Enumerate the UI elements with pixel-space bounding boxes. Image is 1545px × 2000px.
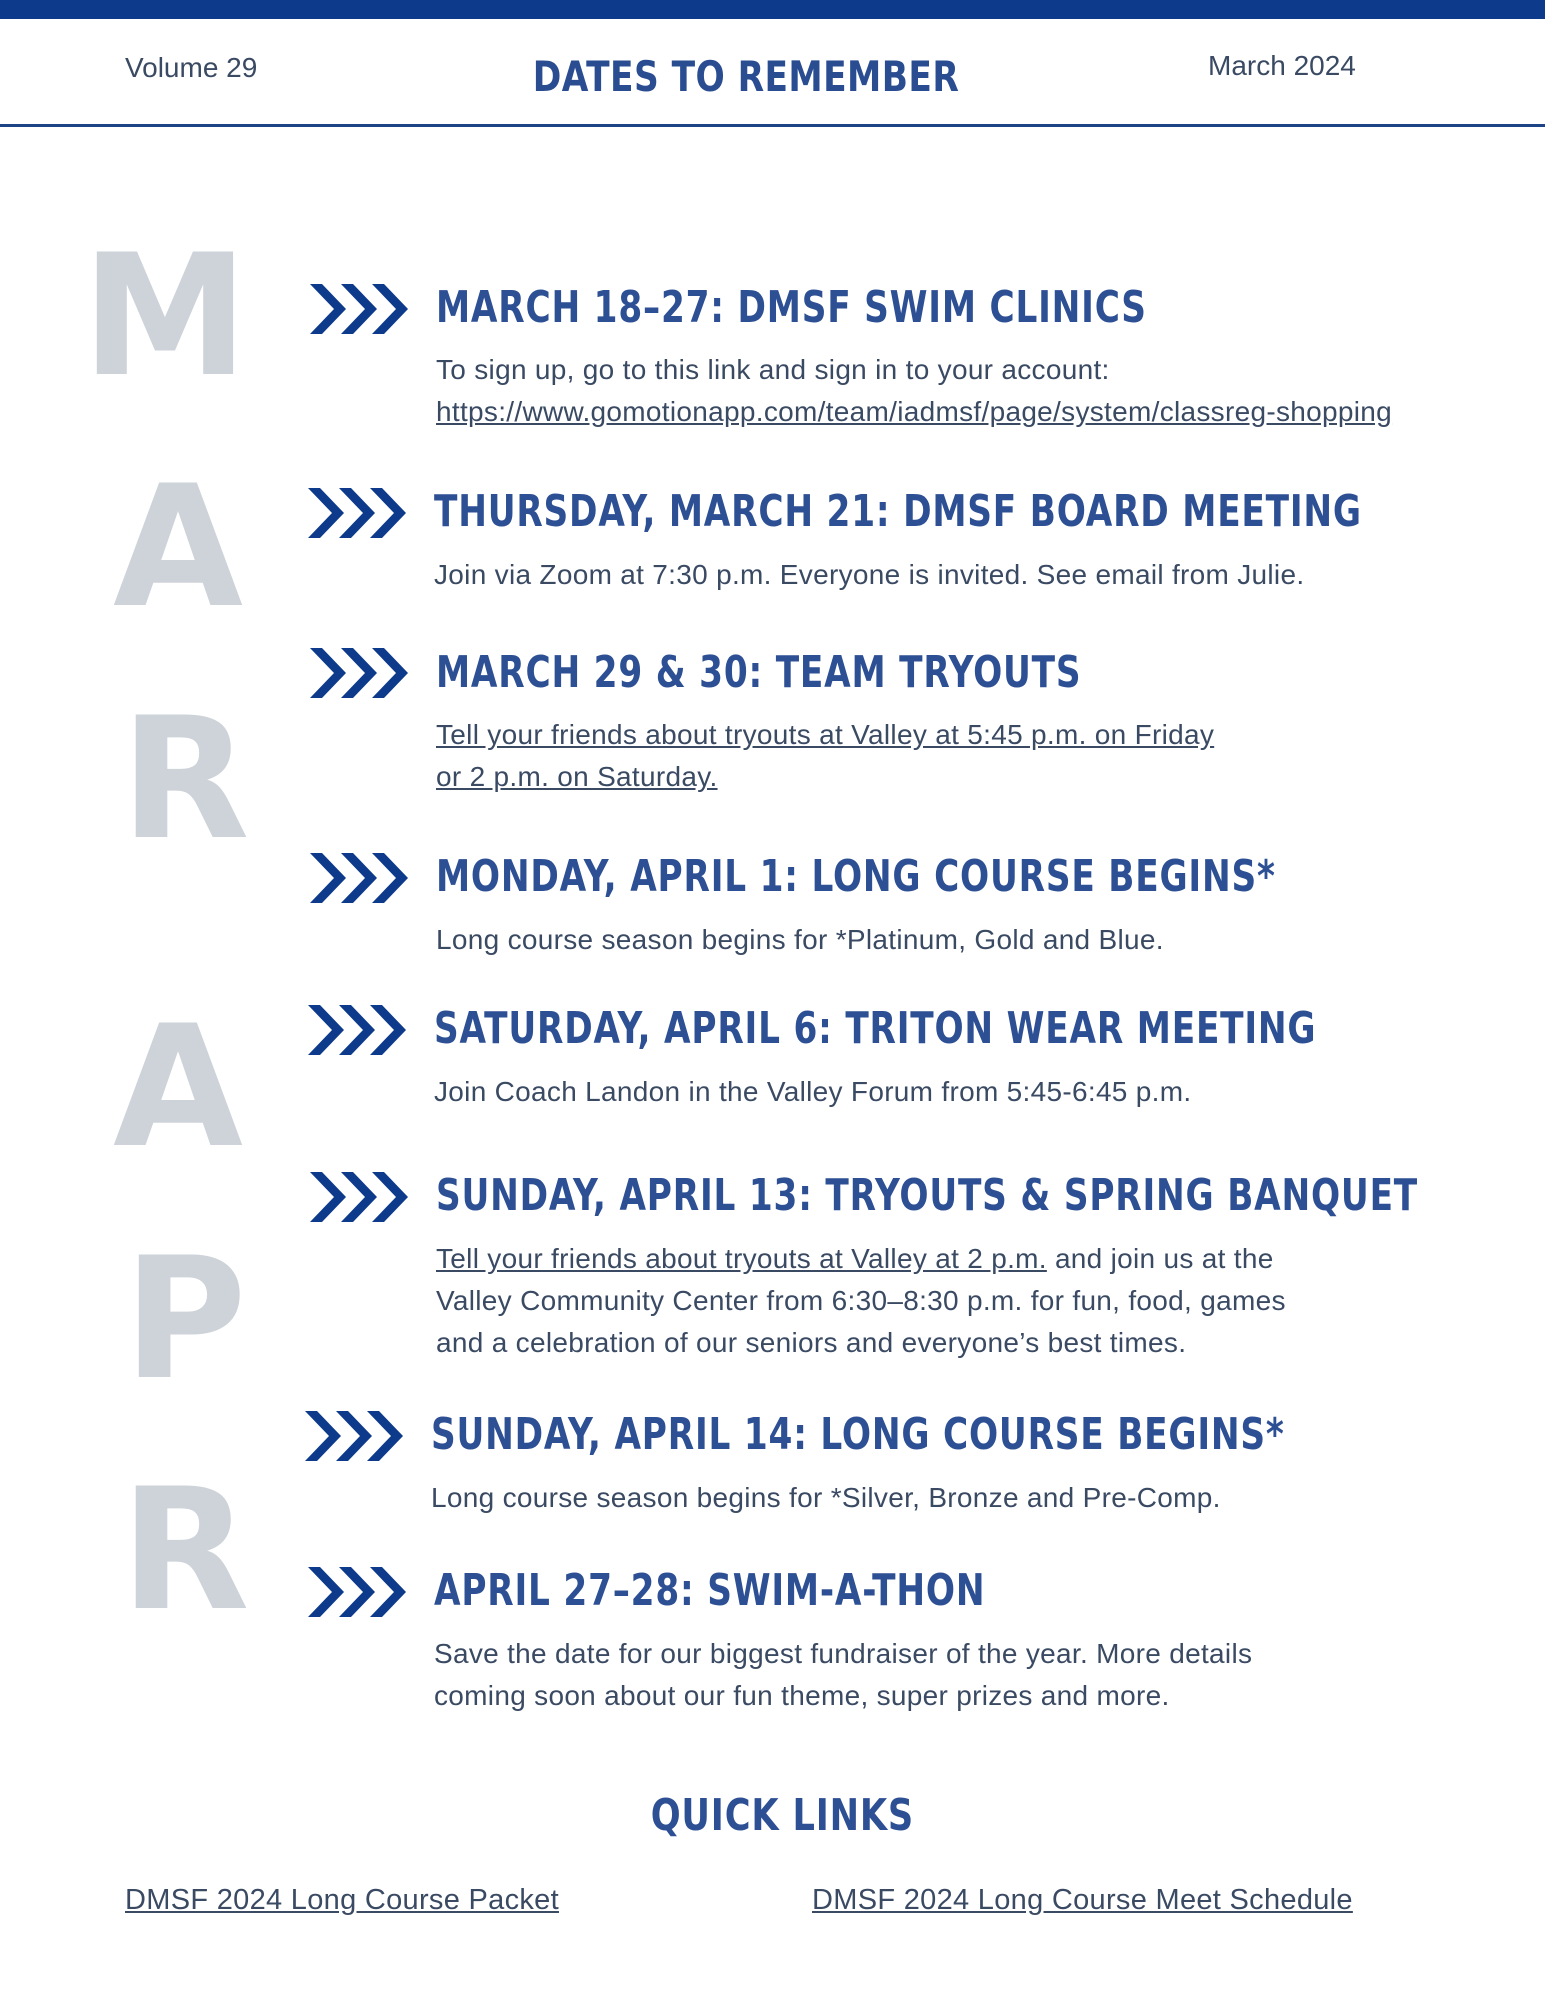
event-description: Long course season begins for *Platinum, Gold and Blue.: [436, 924, 1164, 955]
triple-chevron-icon: [308, 1005, 406, 1055]
side-letter-a-2: A: [112, 989, 244, 1185]
event-title: MARCH 18–27: DMSF SWIM CLINICS: [436, 282, 1147, 333]
event-title: MARCH 29 & 30: TEAM TRYOUTS: [436, 647, 1082, 698]
header-divider: [0, 124, 1545, 127]
triple-chevron-icon: [310, 853, 408, 903]
side-letter-m: M: [81, 218, 249, 414]
long-course-packet-link[interactable]: DMSF 2024 Long Course Packet: [125, 1884, 559, 1916]
event-description: Long course season begins for *Silver, Bronze and Pre-Comp.: [431, 1482, 1221, 1513]
volume-label: Volume 29: [125, 52, 258, 83]
issue-date: March 2024: [1208, 50, 1356, 81]
banquet-tryouts-link[interactable]: Tell your friends about tryouts at Valley at 2 p.m.: [436, 1243, 1047, 1274]
tryouts-link-line-1[interactable]: Tell your friends about tryouts at Valley at 5:45 p.m. on Friday: [436, 719, 1215, 750]
side-letter-a: A: [112, 449, 244, 645]
triple-chevron-icon: [310, 648, 408, 698]
triple-chevron-icon: [310, 284, 408, 334]
event-title: SUNDAY, APRIL 14: LONG COURSE BEGINS*: [431, 1409, 1285, 1460]
event-title: MONDAY, APRIL 1: LONG COURSE BEGINS*: [436, 851, 1276, 902]
quick-links-title: QUICK LINKS: [650, 1790, 915, 1841]
event-description: [436, 714, 1214, 798]
event-title: THURSDAY, MARCH 21: DMSF BOARD MEETING: [434, 486, 1362, 537]
event-title: APRIL 27–28: SWIM-A-THON: [434, 1565, 986, 1616]
side-letter-r-2: R: [120, 1452, 250, 1648]
event-description: Save the date for our biggest fundraiser of the year. More details coming soon about our fun theme, super prizes and more.: [434, 1638, 1253, 1711]
event-description: Join Coach Landon in the Valley Forum from 5:45-6:45 p.m.: [434, 1076, 1192, 1107]
side-letter-r: R: [120, 681, 250, 877]
triple-chevron-icon: [308, 1567, 406, 1617]
page-title: DATES TO REMEMBER: [532, 52, 960, 101]
top-accent-bar: [0, 0, 1545, 19]
event-title: SATURDAY, APRIL 6: TRITON WEAR MEETING: [434, 1003, 1317, 1054]
tryouts-link-line-2[interactable]: or 2 p.m. on Saturday.: [436, 761, 718, 792]
triple-chevron-icon: [305, 1411, 403, 1461]
side-letter-p: P: [123, 1221, 247, 1417]
event-description: To sign up, go to this link and sign in to your account: https://www.gomotionapp.com/team/iadmsf/page/system/classreg-shopping: [436, 349, 1392, 433]
triple-chevron-icon: [310, 1172, 408, 1222]
event-title: SUNDAY, APRIL 13: TRYOUTS & SPRING BANQUET: [436, 1170, 1418, 1221]
meet-schedule-link[interactable]: DMSF 2024 Long Course Meet Schedule: [812, 1884, 1353, 1916]
event-description: Join via Zoom at 7:30 p.m. Everyone is invited. See email from Julie.: [434, 559, 1305, 590]
signup-link[interactable]: https://www.gomotionapp.com/team/iadmsf/page/system/classreg-shopping: [436, 396, 1393, 427]
triple-chevron-icon: [308, 488, 406, 538]
event-description: Tell your friends about tryouts at Valley at 2 p.m. and join us at the Valley Community Center from 6:30–8:30 p.m. for fun, food, games and a celebration of our seniors and everyone’s best times.: [436, 1243, 1286, 1358]
